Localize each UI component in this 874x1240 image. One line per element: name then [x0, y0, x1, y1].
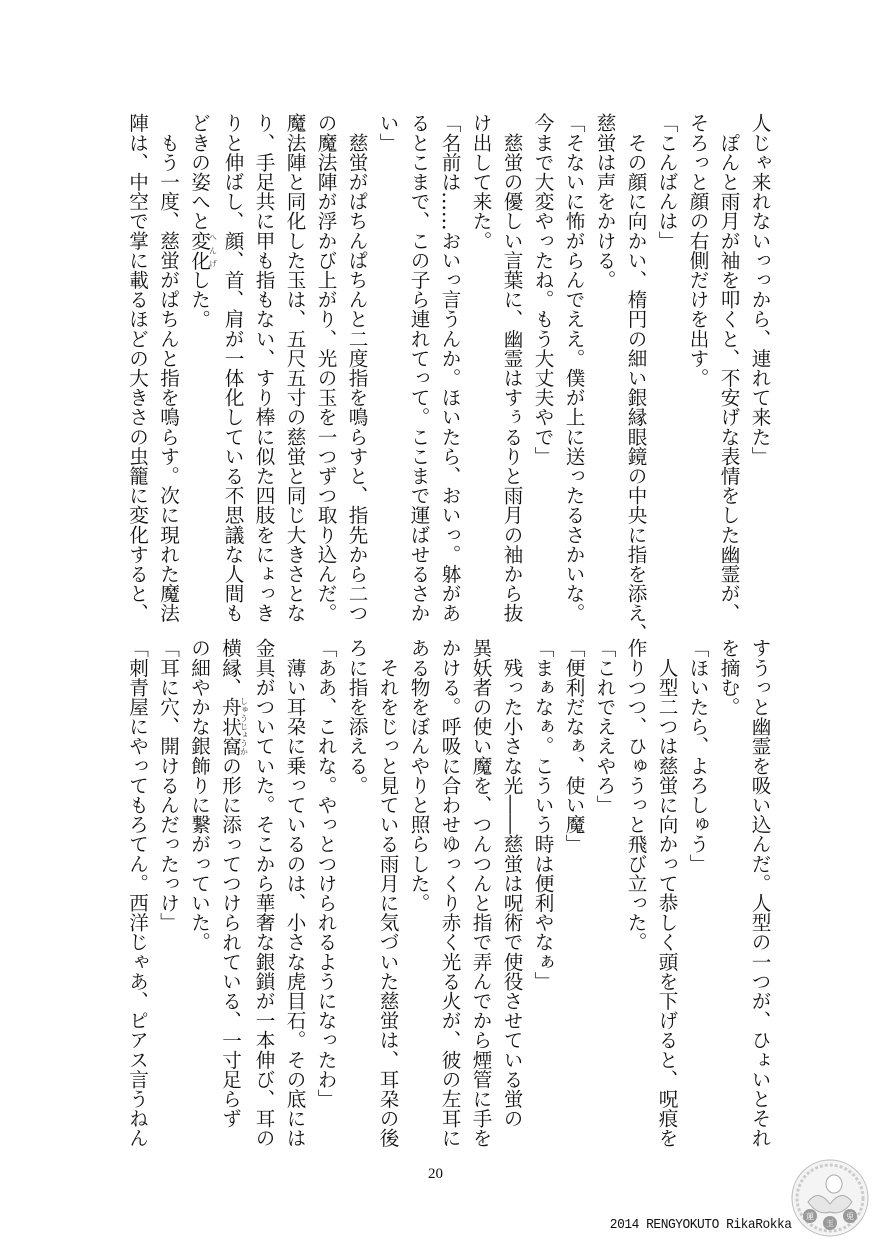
- column-text: どきの姿へと: [187, 113, 211, 231]
- text-column: りと伸ばし、顔、首、肩が一体化している不思議な人間も: [221, 113, 244, 623]
- text-column: 残った小さな光――慈蛍は呪術で使役させている蛍の: [500, 638, 523, 1128]
- svg-text:兎: 兎: [846, 1212, 854, 1221]
- text-column: 「名前は……おいっ言うんか。ほいたら、おいっ。躰があ: [438, 113, 461, 623]
- page-number: 20: [428, 1166, 443, 1182]
- ruby-base: 舟状窩: [218, 696, 242, 756]
- text-column: 慈蛍がぱちんぱちんと二度指を鳴らすと、指先から二つ: [345, 113, 368, 623]
- text-column: るとこまで、この子ら連れてって。ここまで運ばせるさか: [407, 113, 430, 623]
- text-column: の細やかな銀飾りに繋がっていた。: [187, 638, 211, 952]
- text-column: 「刺青屋にやってもろてん。西洋じゃあ、ピアス言うねん: [125, 638, 149, 1148]
- text-column: 「便利だなぁ、使い魔」: [562, 638, 585, 854]
- ruby-reading: へんげ: [208, 230, 218, 270]
- text-column: い」: [376, 113, 399, 153]
- text-column: そろっと顔の右側だけを出す。: [686, 113, 709, 388]
- text-column: もう一度、慈蛍がぱちんと指を鳴らす。次に現れた魔法: [156, 113, 180, 623]
- text-column: ある物をぼんやりと照らした。: [407, 638, 430, 913]
- text-column: すうっと幽霊を吸い込んだ。人型の一つが、ひょいとそれ: [748, 638, 771, 1148]
- text-column: それをじっと見ている雨月に気づいた慈蛍は、耳朶の後: [376, 638, 399, 1148]
- text-column: 「そないに怖がらんでええ。僕が上に送ったるさかいな。: [562, 113, 585, 623]
- text-column: 「これでええやろ」: [593, 638, 616, 815]
- svg-text:玉: 玉: [826, 1219, 834, 1228]
- column-text: した。: [187, 269, 211, 329]
- svg-text:蓮: 蓮: [806, 1212, 814, 1221]
- text-column: 慈蛍の優しい言葉に、幽霊はすぅるりと雨月の袖から抜: [500, 113, 523, 623]
- text-column: かける。呼吸に合わせゆっくり赤く光る火が、彼の左耳に: [438, 638, 461, 1148]
- text-column: ぽんと雨月が袖を叩くと、不安げな表情をした幽霊が、: [717, 113, 740, 623]
- text-block-bottom: [124, 638, 775, 1148]
- text-column: 人型二つは慈蛍に向かって恭しく頭を下げると、呪痕を: [655, 638, 678, 1148]
- column-text: の形に添ってつけられている、一寸足らず: [218, 755, 242, 1129]
- text-column: [184, 113, 218, 613]
- text-column: 異妖者の使い魔を、つんつんと指で弄んでから煙管に手を: [469, 638, 492, 1148]
- ruby-word: [218, 696, 249, 756]
- text-block-top: [124, 113, 775, 643]
- text-column: 人じゃ来れないっっから、連れて来た」: [748, 113, 771, 466]
- text-column: 作りつつ、ひゅうっと飛び立った。: [624, 638, 647, 952]
- text-column: 「ほいたら、よろしゅう」: [686, 638, 709, 874]
- text-column: [215, 638, 249, 1138]
- text-column: 陣は、中空で掌に載るほどの大きさの虫籠に変化すると、: [125, 113, 149, 623]
- text-column: り、手足共に甲も指もない、すり棒に似た四肢をにょっき: [252, 113, 275, 623]
- text-column: 慈蛍は声をかける。: [593, 113, 616, 290]
- text-column: を摘む。: [717, 638, 740, 717]
- text-column: 「耳に穴、開けるんだったっけ」: [156, 638, 180, 932]
- text-column: 金具がついていた。そこから華奢な銀鎖が一本伸び、耳の: [252, 638, 275, 1148]
- ruby-word: [187, 230, 218, 270]
- ruby-base: 変化: [187, 230, 211, 270]
- text-column: 「こんばんは」: [655, 113, 678, 251]
- text-column: の魔法陣が浮かび上がり、光の玉を一つずつ取り込んだ。: [314, 113, 337, 623]
- ruby-reading: しゅうじょうか: [239, 696, 249, 756]
- copyright-footer: 2014 RENGYOKUTO RikaRokka: [610, 1217, 792, 1233]
- text-column: 魔法陣と同化した玉は、五尺五寸の慈蛍と同じ大きさとな: [283, 113, 306, 623]
- text-column: 「まぁなぁ。こういう時は便利やなぁ」: [531, 638, 554, 991]
- text-column: ろに指を添える。: [345, 638, 368, 795]
- text-column: け出して来た。: [469, 113, 492, 251]
- text-column: 今まで大変やったね。もう大丈夫やで」: [531, 113, 554, 466]
- text-column: その顔に向かい、楕円の細い銀縁眼鏡の中央に指を添え、: [624, 113, 647, 643]
- circle-logo-stamp: [790, 1158, 870, 1238]
- column-text: 横縁、: [218, 638, 242, 697]
- text-column: 「ああ、これな。やっとつけられるようになったわ」: [314, 638, 337, 1109]
- text-column: 薄い耳朶に乗っているのは、小さな虎目石。その底には: [283, 638, 306, 1148]
